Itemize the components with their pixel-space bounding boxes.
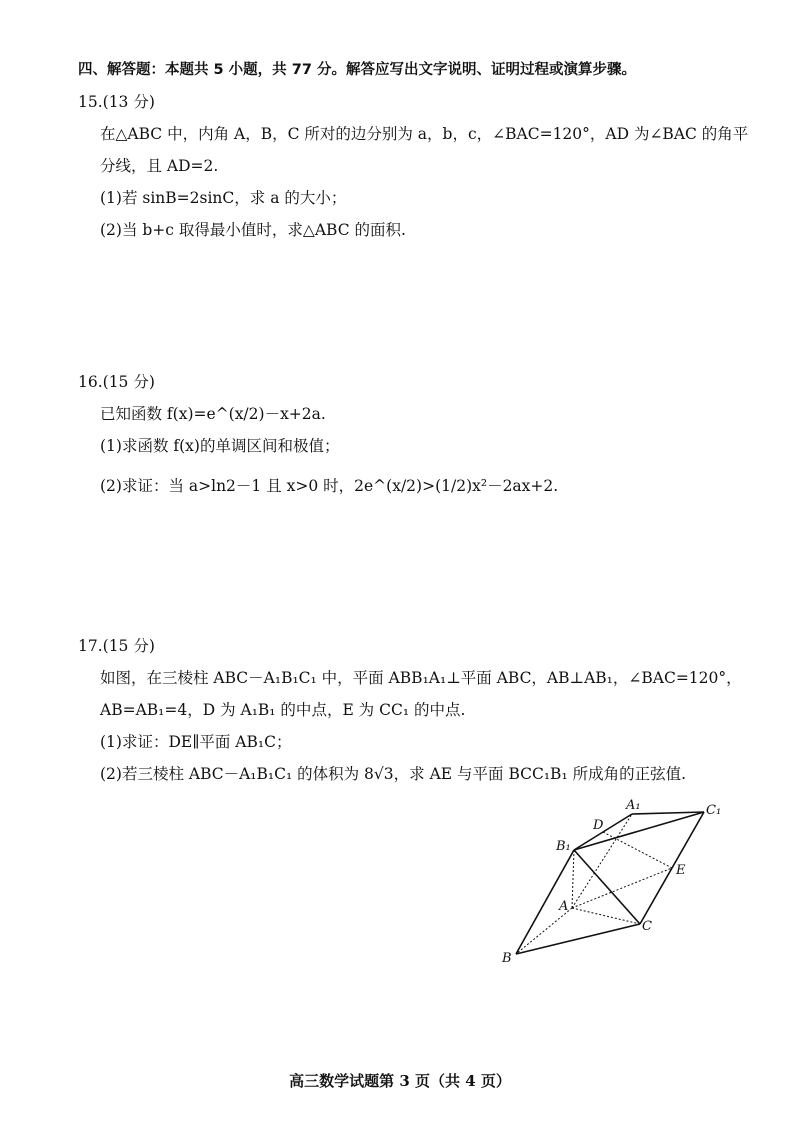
edge-A-B1 <box>572 850 574 908</box>
prism-figure <box>490 792 740 972</box>
question-15-line-1: 在△ABC 中，内角 A，B，C 所对的边分别为 a，b，c，∠BAC=120°，AD 为∠BAC 的角平 <box>100 125 749 143</box>
label-B1: B₁ <box>556 839 571 854</box>
question-15-number: 15.(13 分) <box>78 93 155 111</box>
label-B: B <box>502 951 512 966</box>
question-16-number: 16.(15 分) <box>78 373 155 391</box>
segment-D-E <box>603 832 672 868</box>
segment-A-E <box>572 868 672 908</box>
edge-A1-C1 <box>632 812 704 814</box>
question-17-number: 17.(15 分) <box>78 637 155 655</box>
label-E: E <box>676 863 686 878</box>
question-15-part-1: (1)若 sinB=2sinC，求 a 的大小； <box>100 189 347 207</box>
question-16-line-1: 已知函数 f(x)=e^(x/2)－x+2a. <box>100 405 326 423</box>
label-D: D <box>593 818 604 833</box>
question-15-part-2: (2)当 b+c 取得最小值时，求△ABC 的面积. <box>100 221 406 239</box>
section-header: 四、解答题：本题共 5 小题，共 77 分。解答应写出文字说明、证明过程或演算步骤。 <box>78 62 636 78</box>
label-A1: A₁ <box>626 798 641 813</box>
question-17-part-1: (1)求证：DE∥平面 AB₁C； <box>100 733 292 751</box>
edge-A-C <box>572 908 640 924</box>
question-17-line-2: AB=AB₁=4，D 为 A₁B₁ 的中点，E 为 CC₁ 的中点. <box>100 701 466 719</box>
question-17-part-2: (2)若三棱柱 ABC－A₁B₁C₁ 的体积为 8√3，求 AE 与平面 BCC₁B₁ 所成角的正弦值. <box>100 765 687 783</box>
question-15-line-2: 分线，且 AD=2. <box>100 157 219 175</box>
page-footer: 高三数学试题第 3 页（共 4 页） <box>289 1072 511 1090</box>
question-17-line-1: 如图，在三棱柱 ABC－A₁B₁C₁ 中，平面 ABB₁A₁⊥平面 ABC，AB⊥AB₁，∠BAC=120°， <box>100 669 742 687</box>
question-16-part-2: (2)求证：当 a>ln2－1 且 x>0 时，2e^(x/2)>(1/2)x²－2ax+2. <box>100 477 559 495</box>
question-16-part-1: (1)求函数 f(x)的单调区间和极值； <box>100 437 340 455</box>
label-C1: C₁ <box>706 803 722 818</box>
label-A: A <box>559 899 569 914</box>
label-C: C <box>642 919 652 934</box>
edge-B1-C <box>574 850 640 924</box>
